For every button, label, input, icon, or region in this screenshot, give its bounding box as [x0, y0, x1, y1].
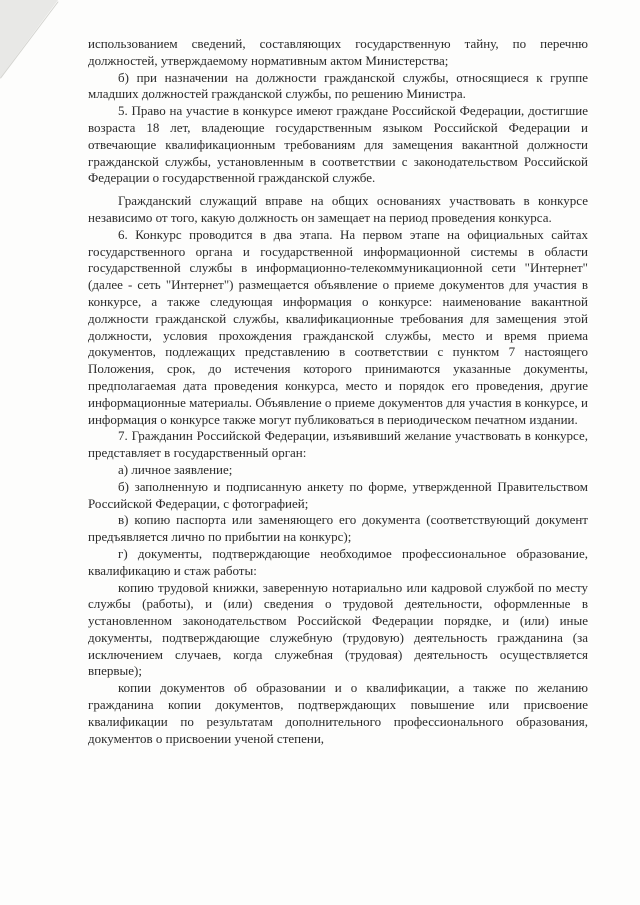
paragraph-7b: б) заполненную и подписанную анкету по форме, утвержденной Правительством Российской Федерации, с фотографией; — [88, 478, 588, 511]
paragraph-7g: г) документы, подтверждающие необходимое профессиональное образование, квалификацию и стаж работы: — [88, 545, 588, 578]
paragraph-7v: в) копию паспорта или заменяющего его документа (соответствующий документ предъявляется лично по прибытии на конкурс); — [88, 512, 588, 545]
document-body — [88, 36, 588, 747]
paragraph-6: 6. Конкурс проводится в два этапа. На первом этапе на официальных сайтах государственного органа и государственной информационной системы в области государственной службы в информационно-телекоммуникационной сети "Интернет" (далее - сеть "Интернет") размещается объявление о приеме документов для участия в конкурсе, а также следующая информация о конкурсе: наименование вакантной должности гражданской службы, квалификационные требования для замещения этой должности, условия прохождения гражданской службы, место и время приема документов, подлежащих представлению в соответствии с пунктом 7 настоящего Положения, срок, до истечения которого принимаются указанные документы, предполагаемая дата проведения конкурса, место и порядок его проведения, другие информационные материалы. Объявление о приеме документов для участия в конкурсе, и информация о конкурсе также могут публиковаться в периодическом печатном издании. — [88, 226, 588, 427]
paragraph-5-civil-servant: Гражданский служащий вправе на общих основаниях участвовать в конкурсе независимо от того, какую должность он замещает на период проведения конкурса. — [88, 193, 588, 225]
paragraph-7a: а) личное заявление; — [118, 461, 233, 477]
paragraph-7g-work-record: копию трудовой книжки, заверенную нотариально или кадровой службой по месту службы (работы), и (или) сведения о трудовой деятельности, оформленные в установленном законодательством Российской Федерации порядке, и (или) иные документы, подтверждающие служебную (трудовую) деятельность гражданина (за исключением случаев, когда служебная (трудовая) деятельность осуществляется впервые); — [88, 579, 588, 679]
paragraph-5: 5. Право на участие в конкурсе имеют граждане Российской Федерации, достигшие возраста 18 лет, владеющие государственным языком Российской Федерации и отвечающие квалификационным требованиям для замещения вакантной должности гражданской службы, установленным в соответствии с законодательством Российской Федерации о государственной гражданской службе. — [88, 103, 588, 186]
paragraph-continuation: использованием сведений, составляющих государственную тайну, по перечню должностей, утверждаемому нормативным актом Министерства; — [88, 36, 588, 68]
paragraph-7g-education: копии документов об образовании и о квалификации, а также по желанию гражданина копии документов, подтверждающих повышение или присвоение квалификации по результатам дополнительного профессионального образования, документов о присвоении ученой степени, — [88, 680, 588, 746]
paragraph-4b: б) при назначении на должности гражданской службы, относящиеся к группе младших должностей гражданской службы, по решению Министра. — [88, 69, 588, 102]
paragraph-7: 7. Гражданин Российской Федерации, изъявивший желание участвовать в конкурсе, представляет в государственный орган: — [88, 428, 588, 461]
